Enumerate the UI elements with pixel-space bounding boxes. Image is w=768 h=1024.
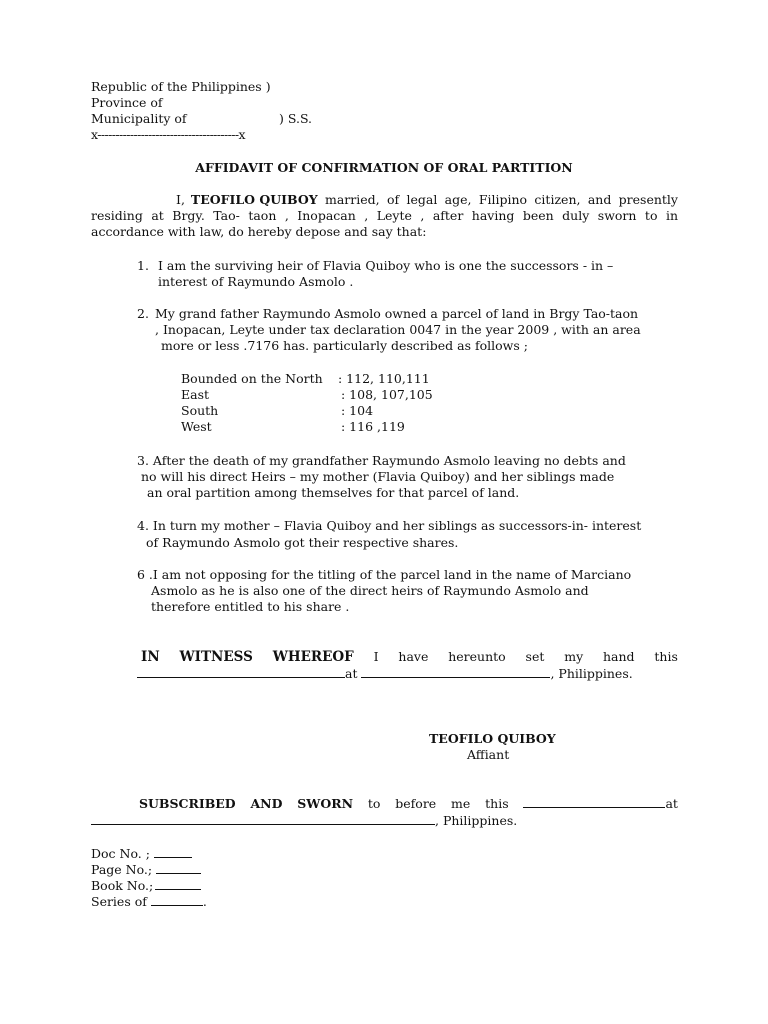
intro-lead: I, — [176, 192, 185, 207]
jurat-before: before — [395, 796, 437, 811]
witness-word-hand: hand — [603, 649, 635, 664]
affiant-name: TEOFILO QUIBOY — [429, 731, 556, 746]
series-end: . — [202, 894, 207, 909]
witness-word-witness: WITNESS — [179, 649, 253, 665]
jurat-date-blank[interactable] — [523, 796, 665, 808]
jurat-place-blank[interactable] — [91, 813, 435, 825]
series-label: Series of — [91, 894, 147, 909]
item-4-line-1: 4. In turn my mother – Flavia Quiboy and her siblings as successors-in- interest — [137, 518, 642, 533]
bound-north-value: : 112, 110,111 — [338, 371, 430, 386]
jurat-subscribed: SUBSCRIBED — [139, 796, 236, 811]
caption-rule: x---------------------------------------x — [91, 127, 246, 142]
intro-rest: married, of legal age, Filipino citizen, and presently — [317, 192, 678, 207]
jurat-this: this — [485, 796, 509, 811]
item-1-line-1: I am the surviving heir of Flavia Quiboy who is one the successors - in – — [158, 258, 614, 273]
witness-word-this: this — [654, 649, 678, 664]
witness-word-i: I — [373, 649, 379, 664]
page-no-blank[interactable] — [156, 862, 201, 874]
book-no-label: Book No.; — [91, 878, 154, 893]
witness-word-whereof: WHEREOF — [272, 649, 354, 665]
book-no-blank[interactable] — [155, 878, 201, 890]
bound-south-label: South — [181, 403, 219, 418]
item-3-line-2: no will his direct Heirs – my mother (Flavia Quiboy) and her siblings made — [141, 469, 615, 484]
affiant-label: Affiant — [467, 747, 510, 762]
witness-end: , Philippines. — [550, 666, 633, 681]
item-6-line-3: therefore entitled to his share . — [151, 599, 350, 614]
bound-east-value: : 108, 107,105 — [341, 387, 433, 402]
bound-north-label: Bounded on the North — [181, 371, 323, 386]
witness-at: at — [345, 666, 358, 681]
place-blank[interactable] — [361, 666, 550, 678]
witness-word-have: have — [398, 649, 429, 664]
item-2-line-3: more or less .7176 has. particularly described as follows ; — [161, 338, 528, 353]
jurat-end: , Philippines. — [435, 813, 518, 828]
bound-east-label: East — [181, 387, 210, 402]
witness-word-in: IN — [141, 649, 160, 665]
bound-west-value: : 116 ,119 — [341, 419, 405, 434]
witness-word-hereunto: hereunto — [448, 649, 506, 664]
witness-line-1 — [141, 649, 678, 665]
jurat-sworn: SWORN — [297, 796, 354, 811]
item-2-line-1: My grand father Raymundo Asmolo owned a parcel of land in Brgy Tao-taon — [155, 306, 639, 321]
intro-line-3: accordance with law, do hereby depose and say that: — [91, 224, 427, 239]
caption-municipality: Municipality of — [91, 111, 187, 126]
item-1-line-2: interest of Raymundo Asmolo . — [158, 274, 354, 289]
item-3-line-3: an oral partition among themselves for that parcel of land. — [147, 485, 520, 500]
jurat-to: to — [367, 796, 381, 811]
item-6-line-1: 6 .I am not opposing for the titling of the parcel land in the name of Marciano — [137, 567, 632, 582]
page-no-line — [91, 862, 201, 878]
intro-line-2: residing at Brgy. Tao- taon , Inopacan , Leyte , after having been duly sworn to in — [91, 208, 678, 223]
document-title: AFFIDAVIT OF CONFIRMATION OF ORAL PARTITION — [195, 160, 573, 175]
witness-line-2 — [137, 666, 633, 682]
caption-republic: Republic of the Philippines ) — [91, 79, 271, 94]
jurat-at: at — [665, 796, 678, 811]
doc-no-label: Doc No. ; — [91, 846, 150, 861]
jurat-line-1 — [139, 796, 678, 812]
caption-ss: ) S.S. — [279, 111, 313, 126]
book-no-line — [91, 878, 201, 894]
item-2-number: 2. — [137, 306, 149, 321]
jurat-line-2 — [91, 813, 517, 829]
witness-word-set: set — [525, 649, 545, 664]
jurat-and: AND — [250, 796, 283, 811]
item-1-number: 1. — [137, 258, 149, 273]
series-line — [91, 894, 207, 910]
caption-province: Province of — [91, 95, 163, 110]
jurat-me: me — [451, 796, 471, 811]
bound-west-label: West — [181, 419, 212, 434]
intro-line-1 — [176, 192, 678, 208]
witness-word-my: my — [564, 649, 584, 664]
date-blank[interactable] — [137, 666, 345, 678]
item-3-line-1: 3. After the death of my grandfather Raymundo Asmolo leaving no debts and — [137, 453, 626, 468]
item-2-line-2: , Inopacan, Leyte under tax declaration 0047 in the year 2009 , with an area — [155, 322, 641, 337]
bound-south-value: : 104 — [341, 403, 374, 418]
doc-no-line — [91, 846, 192, 862]
item-6-line-2: Asmolo as he is also one of the direct heirs of Raymundo Asmolo and — [151, 583, 589, 598]
page-no-label: Page No.; — [91, 862, 153, 877]
doc-no-blank[interactable] — [154, 846, 192, 858]
series-blank[interactable] — [151, 894, 203, 906]
item-4-line-2: of Raymundo Asmolo got their respective shares. — [146, 535, 459, 550]
intro-name: TEOFILO QUIBOY — [190, 192, 318, 207]
jurat-date-group — [523, 796, 677, 812]
